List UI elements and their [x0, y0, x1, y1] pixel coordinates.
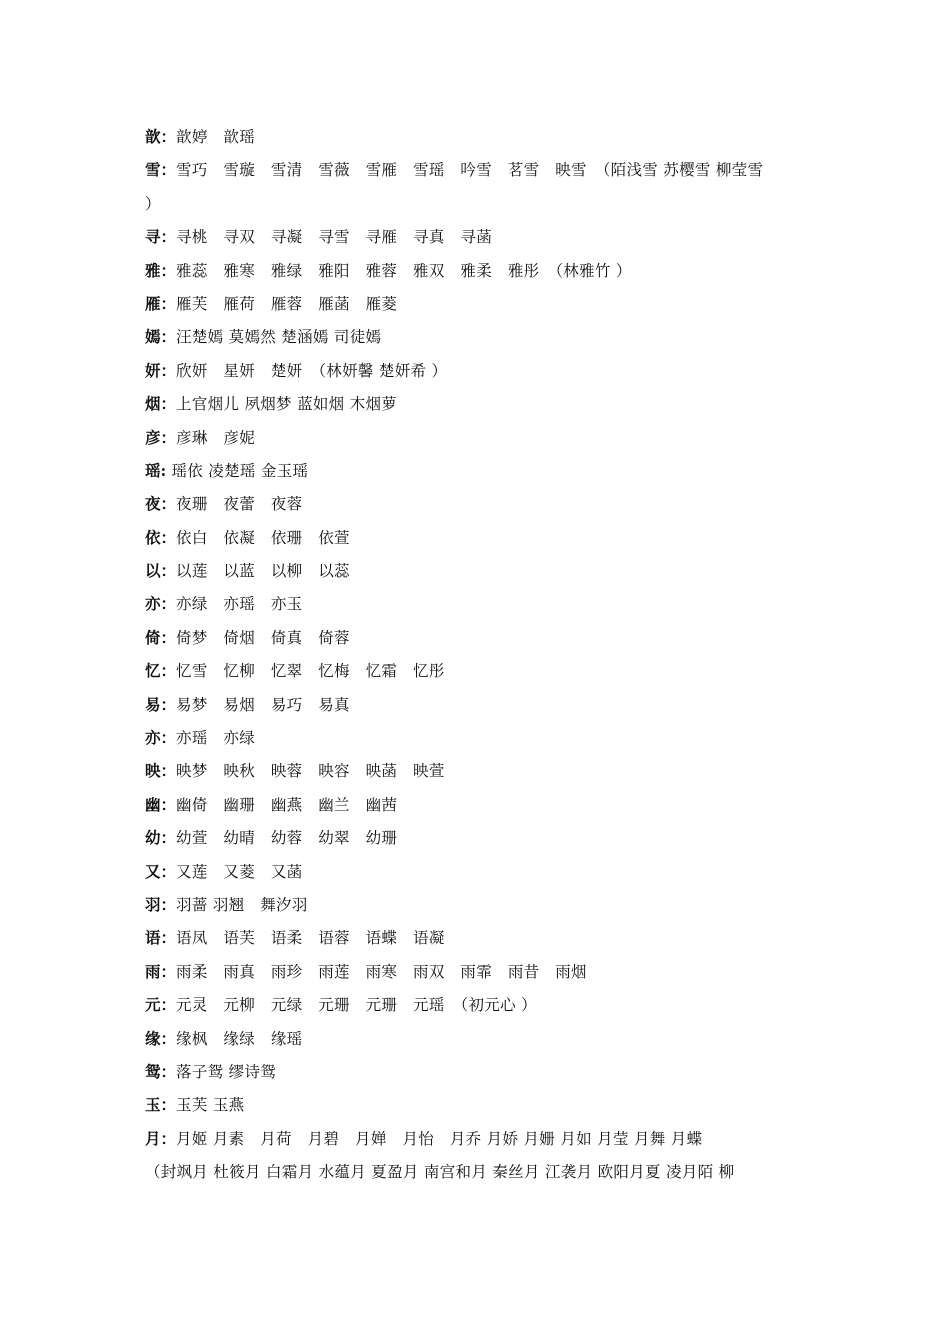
list-item	[145, 721, 815, 754]
list-item	[145, 153, 815, 186]
list-item	[145, 1122, 815, 1155]
entry-names: 雪巧 雪璇 雪清 雪薇 雪雁 雪瑶 吟雪 茗雪 映雪 （陌浅雪 苏樱雪 柳莹雪	[176, 161, 764, 180]
list-item	[145, 120, 815, 153]
list-item	[145, 1155, 815, 1188]
entry-names: 映梦 映秋 映蓉 映容 映菡 映萱	[176, 762, 445, 781]
list-item	[145, 821, 815, 854]
entry-key: 雪：	[145, 160, 177, 180]
entry-names: 亦绿 亦瑶 亦玉	[176, 595, 303, 614]
entry-key: 寻：	[145, 227, 177, 247]
entry-names: 雨柔 雨真 雨珍 雨莲 雨寒 雨双 雨霏 雨昔 雨烟	[176, 962, 587, 981]
entry-names: 上官烟儿 夙烟梦 蓝如烟 木烟萝	[176, 395, 398, 414]
entry-key: 玉：	[145, 1095, 177, 1115]
entry-key: 又：	[145, 861, 177, 881]
list-item	[145, 754, 815, 787]
entry-key: 忆：	[145, 661, 177, 681]
entry-key: 歆：	[145, 127, 177, 146]
entry-names: （封飒月 杜筱月 白霜月 水蕴月 夏盈月 南宫和月 秦丝月 江袭月 欧阳月夏 凌月陌 柳	[145, 1163, 735, 1182]
list-item	[145, 688, 815, 721]
entry-names: 以莲 以蓝 以柳 以蕊	[176, 562, 350, 581]
entry-key: 雁：	[145, 293, 177, 313]
list-item	[145, 287, 815, 320]
entry-key: 雨：	[145, 961, 177, 981]
entry-key: 妍：	[145, 360, 177, 380]
entry-names: 羽蔷 羽翘 舞汐羽	[176, 895, 308, 914]
entry-names: 元灵 元柳 元绿 元珊 元珊 元瑶 （初元心 ）	[176, 996, 537, 1015]
entry-names: 忆雪 忆柳 忆翠 忆梅 忆霜 忆彤	[176, 662, 445, 681]
entry-key: 鸳：	[145, 1061, 177, 1081]
entry-names: 寻桃 寻双 寻凝 寻雪 寻雁 寻真 寻菡	[176, 228, 493, 247]
entry-names: 亦瑶 亦绿	[176, 729, 256, 748]
entry-names: 倚梦 倚烟 倚真 倚蓉	[176, 628, 350, 647]
entry-names: 歆婷 歆瑶	[176, 128, 256, 146]
entry-names: ）	[145, 194, 161, 213]
entry-key: 语：	[145, 928, 177, 948]
entry-names: 依白 依凝 依珊 依萱	[176, 528, 350, 547]
entry-names: 雅蕊 雅寒 雅绿 雅阳 雅蓉 雅双 雅柔 雅彤 （林雅竹 ）	[176, 261, 632, 280]
entry-key: 夜：	[145, 494, 177, 514]
entry-key: 亦：	[145, 594, 177, 614]
entry-key: 映：	[145, 761, 177, 781]
entry-names: 瑶依 凌楚瑶 金玉瑶	[166, 461, 309, 480]
entry-key: 彦：	[145, 427, 177, 447]
entry-key: 瑶:	[145, 460, 167, 480]
entry-names: 落子鸳 缪诗鸳	[176, 1062, 277, 1081]
entry-names: 玉芙 玉燕	[176, 1096, 245, 1115]
list-item	[145, 788, 815, 821]
name-list	[145, 120, 815, 1189]
list-item	[145, 421, 815, 454]
entry-key: 幼：	[145, 828, 177, 848]
list-item	[145, 220, 815, 253]
entry-key: 易：	[145, 694, 177, 714]
entry-names: 缘枫 缘绿 缘瑶	[176, 1029, 303, 1048]
entry-key: 元：	[145, 995, 177, 1015]
entry-names: 月姬 月素 月荷 月碧 月婵 月怡 月乔 月娇 月姗 月如 月莹 月舞 月蝶	[176, 1129, 703, 1148]
list-item	[145, 187, 815, 220]
entry-key: 嫣：	[145, 327, 177, 347]
entry-names: 彦琳 彦妮	[176, 428, 256, 447]
list-item	[145, 654, 815, 687]
entry-names: 语凤 语芙 语柔 语蓉 语蝶 语凝	[176, 929, 445, 948]
entry-key: 幽：	[145, 794, 177, 814]
list-item	[145, 454, 815, 487]
entry-names: 易梦 易烟 易巧 易真	[176, 695, 350, 714]
list-item	[145, 487, 815, 520]
list-item	[145, 988, 815, 1021]
entry-key: 雅：	[145, 260, 177, 280]
entry-key: 月：	[145, 1128, 177, 1148]
list-item	[145, 955, 815, 988]
list-item	[145, 888, 815, 921]
entry-names: 雁芙 雁荷 雁蓉 雁菡 雁菱	[176, 294, 398, 313]
entry-key: 以：	[145, 561, 177, 581]
list-item	[145, 354, 815, 387]
list-item	[145, 320, 815, 353]
list-item	[145, 1088, 815, 1121]
entry-names: 汪楚嫣 莫嫣然 楚涵嫣 司徒嫣	[176, 328, 382, 347]
list-item	[145, 921, 815, 954]
entry-key: 缘：	[145, 1028, 177, 1048]
entry-key: 倚：	[145, 627, 177, 647]
list-item	[145, 587, 815, 620]
entry-names: 幼萱 幼晴 幼蓉 幼翠 幼珊	[176, 829, 398, 848]
list-item	[145, 855, 815, 888]
entry-names: 欣妍 星妍 楚妍 （林妍馨 楚妍希 ）	[176, 361, 448, 380]
entry-names: 又莲 又菱 又菡	[176, 862, 303, 881]
entry-names: 夜珊 夜蕾 夜蓉	[176, 495, 303, 514]
list-item	[145, 1055, 815, 1088]
entry-key: 烟：	[145, 394, 177, 414]
list-item	[145, 621, 815, 654]
entry-key: 羽：	[145, 894, 177, 914]
entry-key: 依：	[145, 527, 177, 547]
list-item	[145, 387, 815, 420]
list-item	[145, 554, 815, 587]
list-item	[145, 1022, 815, 1055]
entry-names: 幽倚 幽珊 幽燕 幽兰 幽茜	[176, 795, 398, 814]
list-item	[145, 254, 815, 287]
entry-key: 亦：	[145, 728, 177, 748]
list-item	[145, 521, 815, 554]
